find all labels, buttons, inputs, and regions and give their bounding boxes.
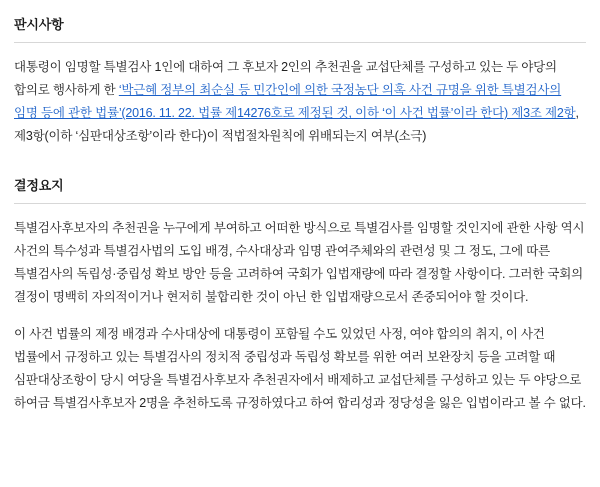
paragraph <box>14 56 586 149</box>
section-panshisahang <box>14 0 586 149</box>
section-body <box>14 204 586 416</box>
paragraph-run-text: , 제3항(이하 ‘심판대상조항’이라 한다)이 적법절차원칙에 위배되는지 여부(소극) <box>14 106 579 144</box>
paragraph: 이 사건 법률의 제정 배경과 수사대상에 대통령이 포함될 수도 있었던 사정, 여야 합의의 취지, 이 사건 법률에서 규정하고 있는 특별검사의 정치적 중립성과 독립성 확보를 위한 여러 보완장치 등을 고려할 때 심판대상조항이 당시 여당을 특별검사후보자 추천권자에서 배제하고 교섭단체를 구성하고 있는 두 야당으로 하여금 특별검사후보자 2명을 추천하도록 규정하였다고 하여 합리성과 정당성을 잃은 입법이라고 볼 수 없다. <box>14 327 586 411</box>
section-heading: 결정요지 <box>14 177 64 193</box>
statute-link[interactable]: ‘박근혜 정부의 최순실 등 민간인에 의한 국정농단 의혹 사건 규명을 위한 특별검사의 임명 등에 관한 법률’(2016. 11. 22. 법률 제14276호로 제정된 것, 이하 ‘이 사건 법률’이라 한다) 제3조 제2항 <box>14 83 576 121</box>
section-body <box>14 43 586 149</box>
paragraph-run-text: 대통령이 임명할 특별검사 1인에 대하여 그 후보자 2인의 추천권을 교섭단체를 구성하고 있는 두 야당의 합의로 행사하게 한 <box>14 60 557 98</box>
paragraph: 특별검사후보자의 추천권을 누구에게 부여하고 어떠한 방식으로 특별검사를 임명할 것인지에 관한 사항 역시 사건의 특수성과 특별검사법의 도입 배경, 수사대상과 임명 관여주체와의 관련성 및 그 정도, 그에 따른 특별검사의 독립성·중립성 확보 방안 등을 고려하여 국회가 입법재량에 따라 결정할 사항이다. 그러한 국회의 결정이 명백히 자의적이거나 현저히 불합리한 것이 아닌 한 입법재량으로서 존중되어야 할 것이다. <box>14 220 585 304</box>
section-heading: 판시사항 <box>14 17 64 32</box>
section-gyeoljeongyoji <box>14 161 586 416</box>
section-spacer <box>14 149 586 161</box>
